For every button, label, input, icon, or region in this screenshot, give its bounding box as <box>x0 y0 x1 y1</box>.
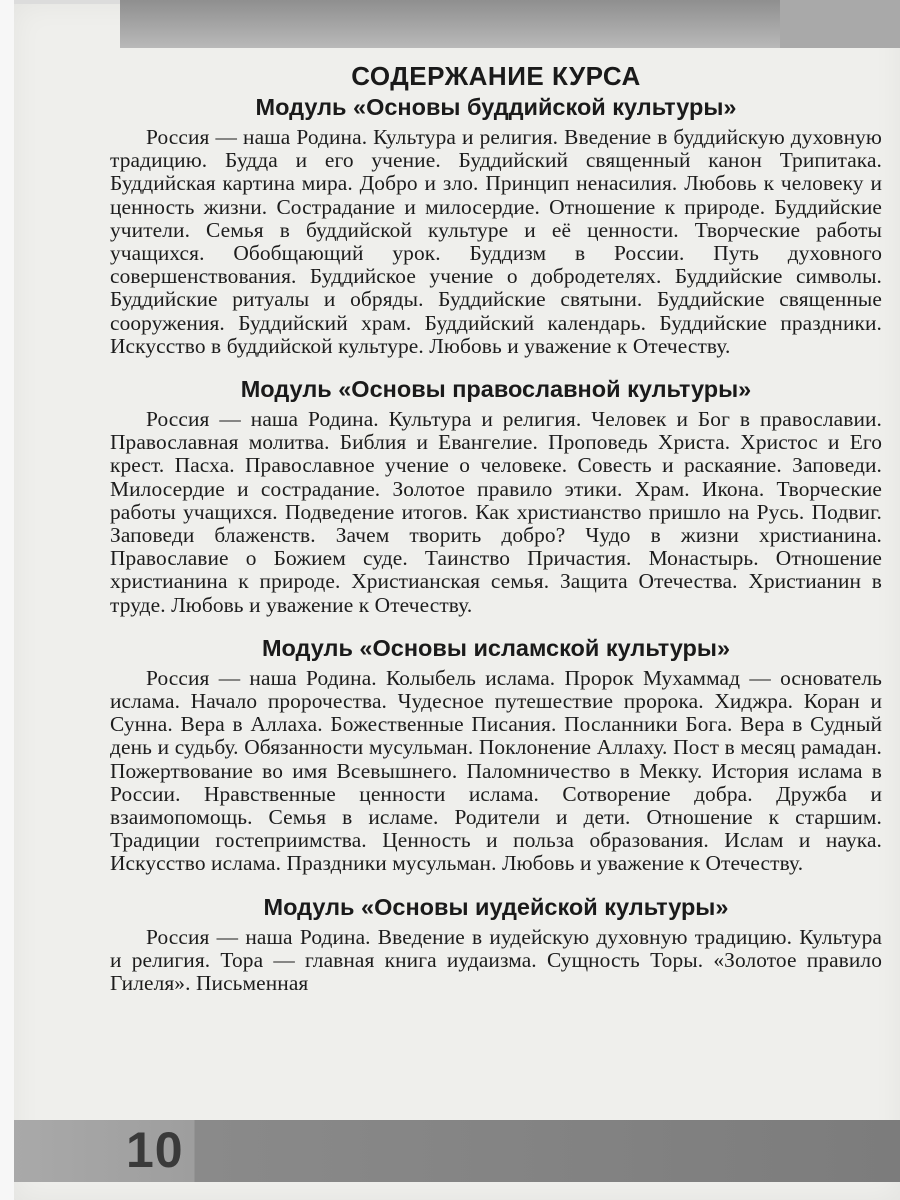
module-text: Россия — наша Родина. Введение в иудейскую духовную традицию. Культура и религия. Тора — главная книга иудаизма. Сущность Торы. «Золотое правило Гилеля». Письменная <box>110 924 882 996</box>
module-heading: Модуль «Основы буддийской культуры» <box>255 94 737 120</box>
module-heading: Модуль «Основы иудейской культуры» <box>263 893 729 920</box>
header-band-corner <box>780 0 900 48</box>
module-heading: Модуль «Основы православной культуры» <box>240 376 752 403</box>
module-judaic <box>110 892 882 996</box>
module-heading: Модуль «Основы исламской культуры» <box>261 634 731 661</box>
module-text: Россия — наша Родина. Колыбель ислама. Пророк Мухаммад — основатель ислама. Начало пророчества. Чудесное путешествие пророка. Хиджра. Коран и Сунна. Вера в Аллаха. Божественные Писания. Посланники Бога. Вера в Судный день и судьбу. Обязанности мусульман. Поклонение Аллаху. Пост в месяц рамадан. Пожертвование во имя Всевышнего. Паломничество в Мекку. История ислама в России. Нравственные ценности ислама. Сотворение добра. Дружба и взаимопомощь. Семья в исламе. Родители и дети. Отношение к старшим. Традиции гостеприимства. Ценность и польза образования. Ислам и наука. Искусство ислама. Праздники мусульман. Любовь и уважение к Отечеству. <box>110 665 882 876</box>
module-buddhist <box>110 92 882 358</box>
module-orthodox <box>110 374 882 617</box>
module-islamic <box>110 633 882 876</box>
page-content <box>110 60 882 1011</box>
page-title: СОДЕРЖАНИЕ КУРСА <box>351 61 641 91</box>
module-text: Россия — наша Родина. Культура и религия. Введение в буддийскую духовную традицию. Будда и его учение. Буддийский священный канон Трипитака. Буддийская картина мира. Добро и зло. Принцип ненасилия. Любовь к человеку и ценность жизни. Сострадание и милосердие. Отношение к природе. Буддийские учители. Семья в буддийской культуре и её ценности. Творческие работы учащихся. Обобщающий урок. Буддизм в России. Путь духовного совершенствования. Буддийское учение о добродетелях. Буддийские символы. Буддийские ритуалы и обряды. Буддийские святыни. Буддийские священные сооружения. Буддийский храм. Буддийский календарь. Буддийские праздники. Искусство в буддийской культуре. Любовь и уважение к Отечеству. <box>110 125 882 358</box>
module-text: Россия — наша Родина. Культура и религия. Человек и Бог в православии. Православная молитва. Библия и Евангелие. Проповедь Христа. Христос и Его крест. Пасха. Православное учение о человеке. Совесть и раскаяние. Заповеди. Милосердие и сострадание. Золотое правило этики. Храм. Икона. Творческие работы учащихся. Подведение итогов. Как христианство пришло на Русь. Подвиг. Заповеди блаженств. Зачем творить добро? Чудо в жизни христианина. Православие о Божием суде. Таинство Причастия. Монастырь. Отношение христианина к природе. Христианская семья. Защита Отечества. Христианин в труде. Любовь и уважение к Отечеству. <box>110 407 882 617</box>
page-edge <box>0 0 14 1200</box>
page-number: 10 <box>126 1122 184 1178</box>
